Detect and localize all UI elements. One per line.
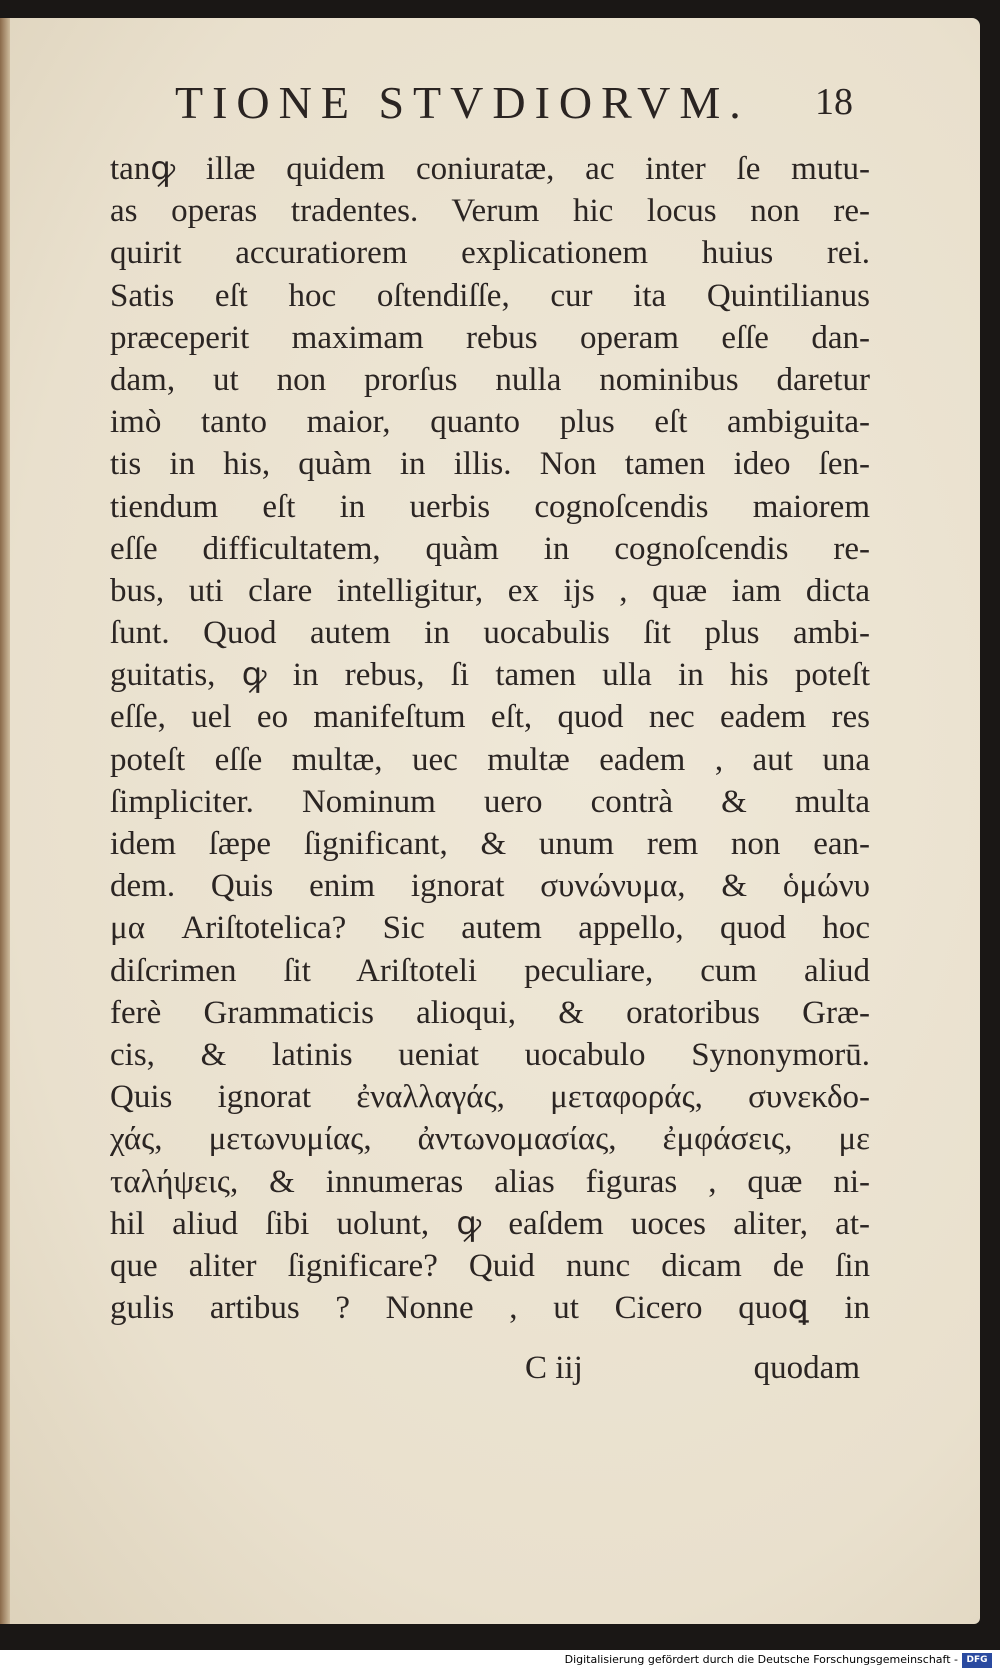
text-line: ταλήψεις, & innumeras alias figuras , quæ ni- [110,1163,870,1200]
text-line: tanꝙ illæ quidem coniuratæ, ac inter ſe mutu- [110,151,870,187]
text-line: eſſe difficultatem, quàm in cognoſcendis re- [110,530,870,567]
text-line: guitatis, ꝙ in rebus, ſi tamen ulla in his poteſt [110,657,870,694]
digitization-footer [0,1650,1000,1672]
text-line: hil aliud ſibi uolunt, ꝙ eaſdem uoces aliter, at- [110,1205,870,1242]
page-gutter-edge [0,18,10,1624]
text-line: dam, ut non prorſus nulla nominibus daretur [110,361,870,398]
book-page [0,18,980,1624]
text-line: ſunt. Quod autem in uocabulis ſit plus ambi- [110,615,870,652]
text-line: as operas tradentes. Verum hic locus non re- [110,193,870,230]
text-line: quirit accuratiorem explicationem huius rei. [110,235,870,272]
text-line: dem. Quis enim ignorat συνώνυμα, & ὁμώνυ [110,868,870,905]
text-line: eſſe, uel eo manifeſtum eſt, quod nec eadem res [110,699,870,736]
text-line: μα Ariſtotelica? Sic autem appello, quod hoc [110,910,870,947]
text-line: imò tanto maior, quanto plus eſt ambiguita- [110,404,870,441]
dfg-logo: DFG [962,1653,992,1668]
text-line: χάς, μετωνυμίας, ἀντωνομασίας, ἐμφάσεις, με [110,1121,870,1158]
catchline [525,1350,860,1394]
text-line: poteſt eſſe multæ, uec multæ eadem , aut una [110,741,870,778]
page-number: 18 [815,81,853,123]
text-line: tis in his, quàm in illis. Non tamen ideo ſen- [110,446,870,483]
text-line: que aliter ſignificare? Quid nunc dicam de ſin [110,1247,870,1284]
text-line: idem ſæpe ſignificant, & unum rem non ean- [110,826,870,862]
text-line: gulis artibus ? Nonne , ut Cicero quoꝗ in [110,1290,870,1327]
text-line: præceperit maximam rebus operam eſſe dan- [110,319,870,356]
text-line: ſimpliciter. Nominum uero contrà & multa [110,783,870,820]
text-line: Satis eſt hoc oſtendiſſe, cur ita Quintilianus [110,277,870,314]
text-line: Quis ignorat ἐναλλαγάς, μεταφοράς, συνεκδο- [110,1079,870,1116]
funding-credit: Digitalisierung gefördert durch die Deutsche Forschungsgemeinschaft - [564,1653,958,1666]
body-text [110,148,870,1329]
text-line: tiendum eſt in uerbis cognoſcendis maiorem [110,488,870,525]
running-head: TIONE STVDIORVM. [175,77,750,128]
text-line: ferè Grammaticis alioqui, & oratoribus Græ- [110,994,870,1031]
catchword: quodam [753,1350,860,1386]
text-line: diſcrimen ſit Ariſtoteli peculiare, cum aliud [110,952,870,989]
text-line: bus, uti clare intelligitur, ex ijs , quæ iam dicta [110,572,870,609]
text-line: cis, & latinis ueniat uocabulo Synonymorū. [110,1036,870,1073]
signature-mark: C iij [525,1350,583,1386]
